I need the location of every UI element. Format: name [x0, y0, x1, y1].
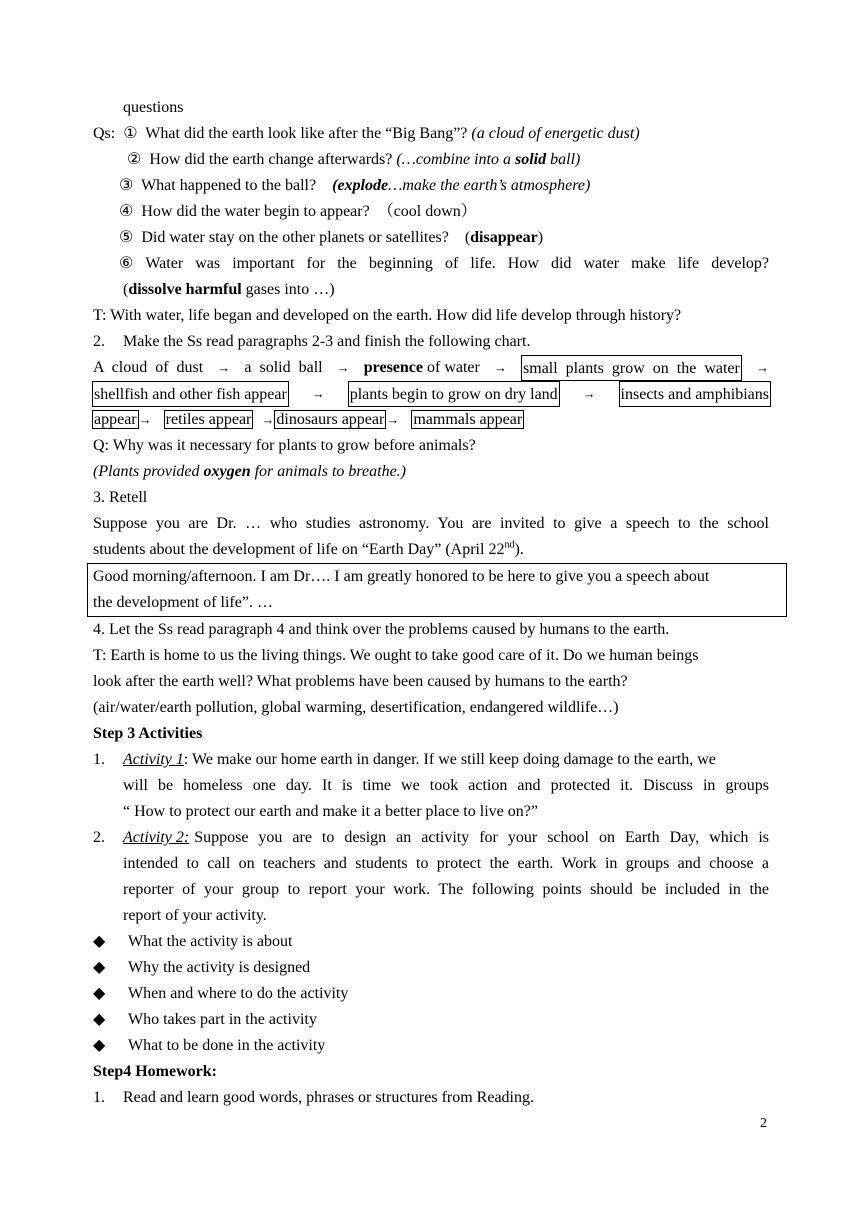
retell-line-1: Suppose you are Dr. … who studies astronomy. You are invited to give a speech to the school	[93, 515, 769, 532]
question-4: ④ How did the water begin to appear? （cool down）	[119, 203, 477, 220]
step-4-heading: Step4 Homework:	[93, 1063, 217, 1080]
bullet-item: ◆ Why the activity is designed	[93, 955, 769, 981]
activity-1-line-3: “ How to protect our earth and make it a better place to live on?”	[123, 803, 538, 820]
question-5: ⑤ Did water stay on the other planets or satellites? (disappear)	[119, 229, 544, 246]
activity-1-line-1: 1. Activity 1: We make our home earth in danger. If we still keep doing damage to the earth, we	[93, 751, 716, 768]
step-item-2: 2. Make the Ss read paragraphs 2-3 and finish the following chart.	[93, 333, 531, 350]
text-line: questions	[123, 99, 184, 116]
chart-box: insects and amphibians	[619, 381, 771, 407]
teacher-line-2a: T: Earth is home to us the living things. We ought to take good care of it. Do we human beings	[93, 647, 699, 664]
chart-box: plants begin to grow on dry land	[348, 381, 560, 407]
page-number: 2	[760, 1116, 767, 1131]
diamond-bullet-icon: ◆	[93, 985, 106, 1002]
step-item-4: 4. Let the Ss read paragraph 4 and think over the problems caused by humans to the earth.	[93, 621, 670, 638]
activity-2-line-3: reporter of your group to report your work. The following points should be included in the	[123, 881, 769, 898]
diamond-bullet-icon: ◆	[93, 959, 106, 976]
activity-2-line-1: 2. Activity 2: Suppose you are to design an activity for your school on Earth Day, which is	[93, 829, 769, 846]
question-why: Q: Why was it necessary for plants to grow before animals?	[93, 437, 476, 454]
teacher-line-2c: (air/water/earth pollution, global warming, desertification, endangered wildlife…)	[93, 699, 619, 716]
bullet-item: ◆ What the activity is about	[93, 929, 769, 955]
question-3: ③ What happened to the ball? (explode…make the earth’s atmosphere)	[119, 177, 591, 194]
activity-2-line-4: report of your activity.	[123, 907, 267, 924]
chart-box: small plants grow on the water	[521, 355, 742, 381]
retell-line-2: students about the development of life on “Earth Day” (April 22nd).	[93, 539, 524, 558]
question-6: ⑥ Water was important for the beginning of life. How did water make life develop?	[119, 255, 769, 272]
bullet-item: ◆ Who takes part in the activity	[93, 1007, 769, 1033]
speech-frame	[87, 563, 787, 617]
question-6-continued: (dissolve harmful gases into …)	[123, 281, 335, 298]
teacher-line-1: T: With water, life began and developed on the earth. How did life develop through history?	[93, 307, 682, 324]
diamond-bullet-icon: ◆	[93, 933, 106, 950]
activity-1-line-2: will be homeless one day. It is time we took action and protected it. Discuss in groups	[123, 777, 769, 794]
question-1: Qs: ① What did the earth look like after the “Big Bang”? (a cloud of energetic dust)	[93, 125, 640, 142]
chart-box: mammals appear	[413, 411, 523, 428]
document-page	[93, 95, 769, 1111]
chart-row-1: A cloud of dust → a solid ball → presence of water → small plants grow on the water →	[93, 355, 769, 381]
chart-box: shellfish and other fish appear	[92, 381, 289, 407]
chart-box: appear	[94, 411, 137, 428]
chart-box: retiles appear	[165, 411, 252, 428]
chart-row-3: appear → retiles appear → dinosaurs appear → mammals appear	[94, 411, 523, 428]
chart-box: dinosaurs appear	[276, 411, 385, 428]
bullet-item: ◆ What to be done in the activity	[93, 1033, 769, 1059]
step-item-3: 3. Retell	[93, 489, 148, 506]
teacher-line-2b: look after the earth well? What problems have been caused by humans to the earth?	[93, 673, 628, 690]
homework-item-1: 1. Read and learn good words, phrases or structures from Reading.	[93, 1089, 534, 1106]
step-3-heading: Step 3 Activities	[93, 725, 203, 742]
diamond-bullet-icon: ◆	[93, 1037, 106, 1054]
activity-2-line-2: intended to call on teachers and students to protect the earth. Work in groups and choose a	[123, 855, 769, 872]
speech-line-2: the development of life”. …	[93, 594, 273, 611]
question-2: ② How did the earth change afterwards? (…combine into a solid ball)	[127, 151, 581, 168]
diamond-bullet-icon: ◆	[93, 1011, 106, 1028]
bullet-item: ◆ When and where to do the activity	[93, 981, 769, 1007]
chart-row-2: shellfish and other fish appear → plants begin to grow on dry land → insects and amphibians	[93, 381, 769, 407]
answer-why: (Plants provided oxygen for animals to breathe.)	[93, 463, 407, 480]
speech-line-1: Good morning/afternoon. I am Dr…. I am greatly honored to be here to give you a speech about	[93, 568, 710, 585]
